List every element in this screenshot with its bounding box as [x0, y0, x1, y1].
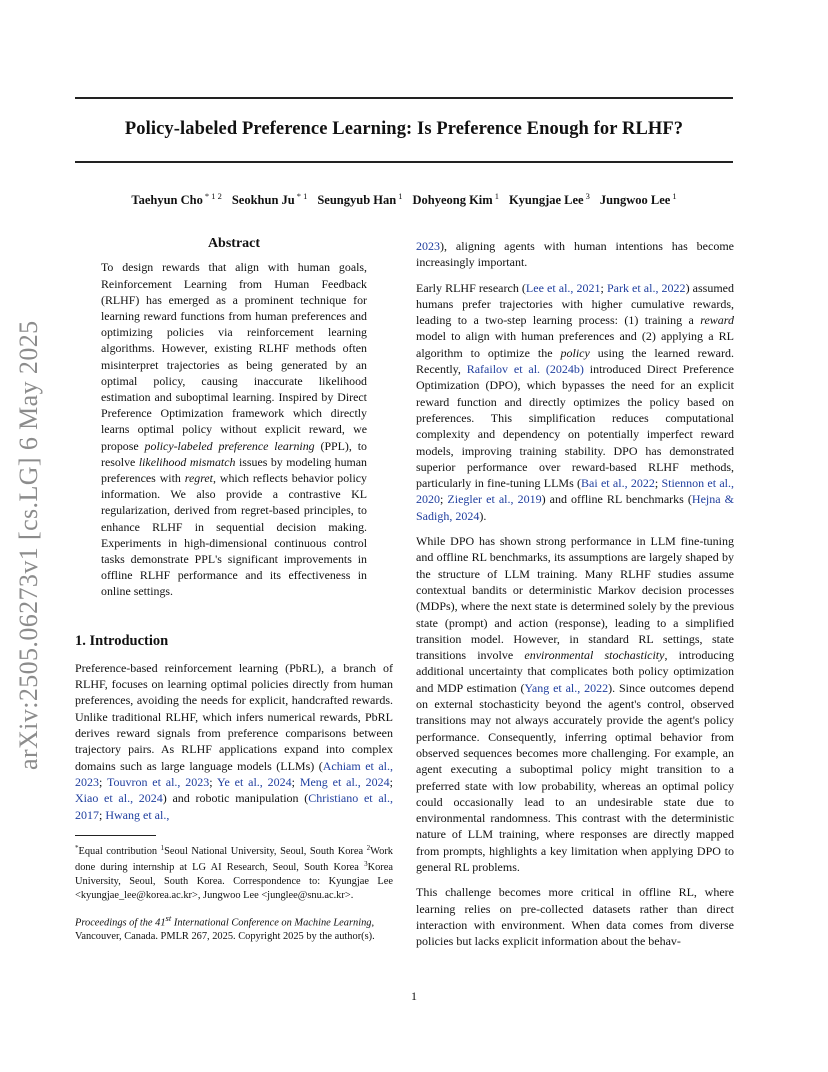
title-bottom-rule — [75, 161, 733, 163]
citation-link[interactable]: Xiao et al., 2024 — [75, 791, 163, 806]
text-run: ; — [600, 280, 607, 295]
emphasis-text: likelihood mismatch — [138, 454, 236, 469]
arxiv-id: arXiv:2505.06273v1 [cs.LG] 6 May 2025 — [14, 320, 43, 770]
superscript-mark: * — [75, 843, 79, 852]
text-run: While DPO has shown strong performance in LLM fine-tuning and offline RL benchmarks, its assumptions are largely shaped by the structure of LLM training. Many RLHF studies assume contextual bandits or deterministic Markov decision processes (MDPs), where the next state is determined solely by the previous state (prompt) and action (response), leading to a simplified transition model. However, in standard RL settings, state transitions involve — [416, 534, 734, 663]
citation-link[interactable]: 2023 — [416, 239, 440, 253]
text-run: Work done during internship at LG AI Research, Seoul, South Korea — [75, 845, 393, 874]
author-name — [412, 193, 498, 207]
text-run: , Vancouver, Canada. PMLR 267, 2025. Copyright 2025 by the author(s). — [75, 917, 375, 943]
author-name — [317, 193, 402, 207]
section-heading-introduction: 1. Introduction — [75, 632, 169, 649]
author-name — [509, 193, 590, 207]
text-run: , introducing additional uncertainty that complicates both policy optimization and MDP estimation ( — [416, 648, 734, 695]
author-name-text: Seokhun Ju — [231, 193, 295, 207]
body-paragraph — [416, 533, 734, 875]
proceedings-note — [75, 912, 393, 944]
author-name — [600, 193, 677, 207]
body-paragraph — [416, 884, 734, 949]
text-run: ; — [99, 807, 106, 822]
text-run: ; — [291, 774, 300, 789]
text-run: Korea University, Seoul, South Korea. Correspondence to: Kyungjae Lee <kyungjae_lee@korea.ac.kr>, Jungwoo Lee <junglee@snu.ac.kr>. — [75, 862, 393, 901]
arxiv-stamp — [0, 0, 70, 1072]
left-column — [75, 236, 393, 944]
paper-title: Policy-labeled Preference Learning: Is Preference Enough for RLHF? — [124, 119, 684, 139]
superscript-mark: st — [165, 913, 172, 924]
text-run: Preference-based reinforcement learning (PbRL), a branch of RLHF, focuses on learning optimal policies directly from human preferences, avoiding the needs for explicit, handcrafted rewards. Unlike traditional RLHF, which infers numerical rewards, PbRL derives reward signals from preference comparisons between trajectory pairs. As RLHF applications expand into complex domains such as large language models (LLMs) ( — [75, 660, 393, 773]
emphasis-text: regret — [184, 470, 213, 485]
text-run: ). — [479, 508, 487, 523]
author-affiliation-mark: 1 — [398, 191, 403, 201]
emphasis-text: policy — [560, 345, 590, 360]
text-run: ) and offline RL benchmarks ( — [541, 492, 692, 507]
text-run: (PPL), to resolve — [101, 438, 368, 469]
abstract-body — [101, 259, 367, 599]
author-affiliation-mark: 3 — [585, 191, 590, 201]
text-run: model to align with human preferences and (2) applying a RL algorithm to optimize the — [416, 329, 734, 360]
citation-link[interactable]: Ye et al., 2024 — [217, 774, 292, 789]
author-name-text: Dohyeong Kim — [412, 193, 493, 207]
superscript-mark: 1 — [160, 843, 165, 852]
text-run: ; — [440, 492, 448, 507]
citation-link[interactable]: Meng et al., 2024 — [299, 774, 390, 789]
author-affiliation-mark: 1 — [494, 191, 499, 201]
text-run: Seoul National University, Seoul, South Korea — [164, 845, 367, 857]
text-run: , which reflects behavior policy information. We also provide a contrastive KL regularization, derived from regret-based principles, to enhance RLHF in sequential decision making. Experiments in high-dimensional continuous control tasks demonstrate PPL's significant improvements in offline RLHF performance and its effectiveness in online settings. — [101, 470, 368, 599]
citation-link[interactable]: Park et al., 2022 — [606, 280, 686, 295]
text-run: ). Since outcomes depend on external stochasticity beyond the agent's control, observed transitions may not always accurately provide the agent's policy performance. Consequently, inferring optimal behavior from observed sequences becomes more challenging. For example, an agent executing a suboptimal policy might transition to a preferred state with low probability, whereas an optimal policy could occasionally lead to an undesirable state due to environmental randomness. This contrast with the deterministic nature of LLM training, where responses are directly mapped from prompts, highlights a key limitation when applying DPO to general RL problems. — [416, 680, 734, 874]
citation-link[interactable]: Touvron et al., 2023 — [106, 774, 210, 789]
text-run: To design rewards that align with human goals, Reinforcement Learning from Human Feedback (RLHF) has emerged as a prominent technique for learning reward functions from human preferences and optimizing policies via reinforcement learning algorithms. However, existing RLHF methods often misinterpret trajectories as being generated by an optimal policy, causing inaccurate likelihood estimation and suboptimal learning. Inspired by Direct Preference Optimization framework which directly learns optimal policy without explicit reward, we propose — [101, 260, 367, 453]
top-rule — [75, 97, 733, 99]
intro-paragraph — [75, 660, 393, 823]
citation-link[interactable]: Ziegler et al., 2019 — [447, 492, 542, 507]
body-paragraph — [416, 280, 734, 524]
emphasis-text: policy-labeled preference learning — [144, 438, 315, 453]
text-run: Early RLHF research ( — [416, 280, 526, 295]
author-name-text: Taehyun Cho — [131, 193, 203, 207]
right-column — [416, 238, 734, 958]
page-number: 1 — [411, 989, 417, 1003]
emphasis-text: International Conference on Machine Learning — [171, 917, 372, 929]
text-run: ) assumed humans prefer trajectories with higher cumulative rewards, leading to a two-step learning process: (1) training a — [416, 280, 734, 328]
citation-link[interactable]: Bai et al., 2022 — [581, 476, 655, 491]
abstract-heading: Abstract — [207, 236, 261, 251]
author-name — [131, 193, 221, 207]
body-paragraph — [416, 238, 734, 271]
author-affiliation-mark: * 1 — [296, 191, 308, 201]
citation-link[interactable]: Christiano et al., 2017 — [75, 791, 393, 822]
superscript-mark: 3 — [364, 860, 368, 869]
citation-link[interactable]: Stiennon et al., 2020 — [416, 476, 734, 507]
text-run: introduced Direct Preference Optimization (DPO), which bypasses the need for an explicit reward function and directly optimizes the policy based on preferences. This simplification reduces computational complexity and dependency on potentially imperfect reward models, improving training stability. DPO has demonstrated superior performance over reward-based RLHF methods, particularly in fine-tuning LLMs ( — [416, 362, 735, 491]
text-run: This challenge becomes more critical in offline RL, where learning relies on pre-collected datasets rather than direct interaction with environment. When data comes from diverse policies but lacks explicit information about the behav- — [416, 885, 734, 949]
emphasis-text: 41 — [155, 917, 166, 929]
text-run: ) and robotic manipulation ( — [162, 791, 309, 806]
text-run: ), aligning agents with human intentions has become increasingly important. — [416, 239, 734, 270]
citation-link[interactable]: Achiam et al., 2023 — [75, 758, 393, 789]
author-name-text: Jungwoo Lee — [599, 193, 671, 207]
author-affiliation-mark: * 1 2 — [204, 191, 222, 201]
affiliation-footnote — [75, 842, 393, 902]
author-name-text: Kyungjae Lee — [508, 193, 584, 207]
text-run: ; — [389, 774, 393, 789]
footnote-rule — [75, 835, 156, 836]
citation-link[interactable]: Hejna & Sadigh, 2024 — [416, 492, 734, 523]
text-run: issues by modeling human preferences with — [101, 454, 367, 485]
citation-link[interactable]: Lee et al., 2021 — [525, 280, 601, 295]
superscript-mark: 2 — [366, 843, 371, 852]
citation-link[interactable]: Yang et al., 2022 — [524, 680, 609, 695]
citation-link[interactable]: Rafailov et al. (2024b) — [466, 362, 584, 377]
author-affiliation-mark: 1 — [672, 191, 677, 201]
text-run: ; — [654, 476, 662, 491]
emphasis-text: reward — [700, 313, 734, 328]
citation-link[interactable]: Hwang et al., — [105, 807, 170, 822]
author-name — [232, 193, 308, 207]
text-run: ; — [209, 774, 218, 789]
author-list — [75, 191, 733, 208]
emphasis-text: environmental stochasticity — [524, 648, 665, 663]
emphasis-text: Proceedings of the — [75, 917, 156, 929]
text-run: using the learned reward. Recently, — [416, 345, 734, 377]
text-run: Equal contribution — [78, 845, 161, 857]
text-run: ; — [99, 774, 107, 789]
author-name-text: Seungyub Han — [317, 193, 397, 207]
